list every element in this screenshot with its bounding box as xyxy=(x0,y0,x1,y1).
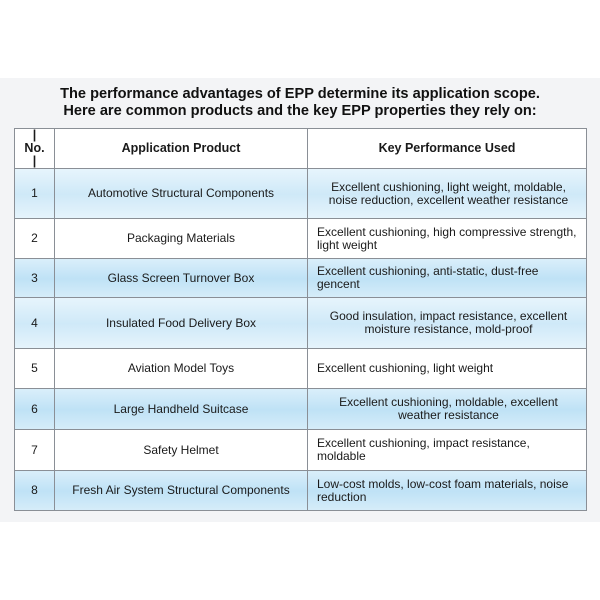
column-header-product: Application Product xyxy=(55,129,308,169)
table-row xyxy=(15,169,587,219)
column-header-performance: Key Performance Used xyxy=(308,129,587,169)
table-row xyxy=(15,349,587,389)
table-row xyxy=(15,219,587,259)
column-header-no: | No. | xyxy=(15,129,55,169)
application-product: Insulated Food Delivery Box xyxy=(55,298,308,349)
application-product: Automotive Structural Components xyxy=(55,169,308,219)
application-product: Aviation Model Toys xyxy=(55,349,308,389)
key-performance: Excellent cushioning, light weight xyxy=(308,349,587,389)
row-number: 3 xyxy=(15,259,55,298)
epp-applications-table xyxy=(14,128,587,511)
row-number: 4 xyxy=(15,298,55,349)
row-number: 1 xyxy=(15,169,55,219)
page-heading xyxy=(0,86,600,120)
table-row xyxy=(15,389,587,430)
key-performance: Excellent cushioning, moldable, excellent weather resistance xyxy=(308,389,587,430)
key-performance: Excellent cushioning, impact resistance, moldable xyxy=(308,430,587,471)
key-performance: Excellent cushioning, high compressive strength, light weight xyxy=(308,219,587,259)
row-number: 2 xyxy=(15,219,55,259)
application-product: Large Handheld Suitcase xyxy=(55,389,308,430)
application-product: Glass Screen Turnover Box xyxy=(55,259,308,298)
row-number: 6 xyxy=(15,389,55,430)
heading-line-1: The performance advantages of EPP determine its application scope. xyxy=(60,86,540,102)
key-performance: Excellent cushioning, light weight, moldable, noise reduction, excellent weather resistance xyxy=(308,169,587,219)
table-row xyxy=(15,298,587,349)
application-product: Fresh Air System Structural Components xyxy=(55,471,308,511)
key-performance: Low-cost molds, low-cost foam materials, noise reduction xyxy=(308,471,587,511)
row-number: 5 xyxy=(15,349,55,389)
key-performance: Good insulation, impact resistance, excellent moisture resistance, mold-proof xyxy=(308,298,587,349)
table-row xyxy=(15,430,587,471)
table-header-row xyxy=(15,129,587,169)
row-number: 8 xyxy=(15,471,55,511)
application-product: Safety Helmet xyxy=(55,430,308,471)
application-product: Packaging Materials xyxy=(55,219,308,259)
row-number: 7 xyxy=(15,430,55,471)
table-row xyxy=(15,471,587,511)
key-performance: Excellent cushioning, anti-static, dust-free gencent xyxy=(308,259,587,298)
table-row xyxy=(15,259,587,298)
heading-line-2: Here are common products and the key EPP properties they rely on: xyxy=(63,103,537,119)
